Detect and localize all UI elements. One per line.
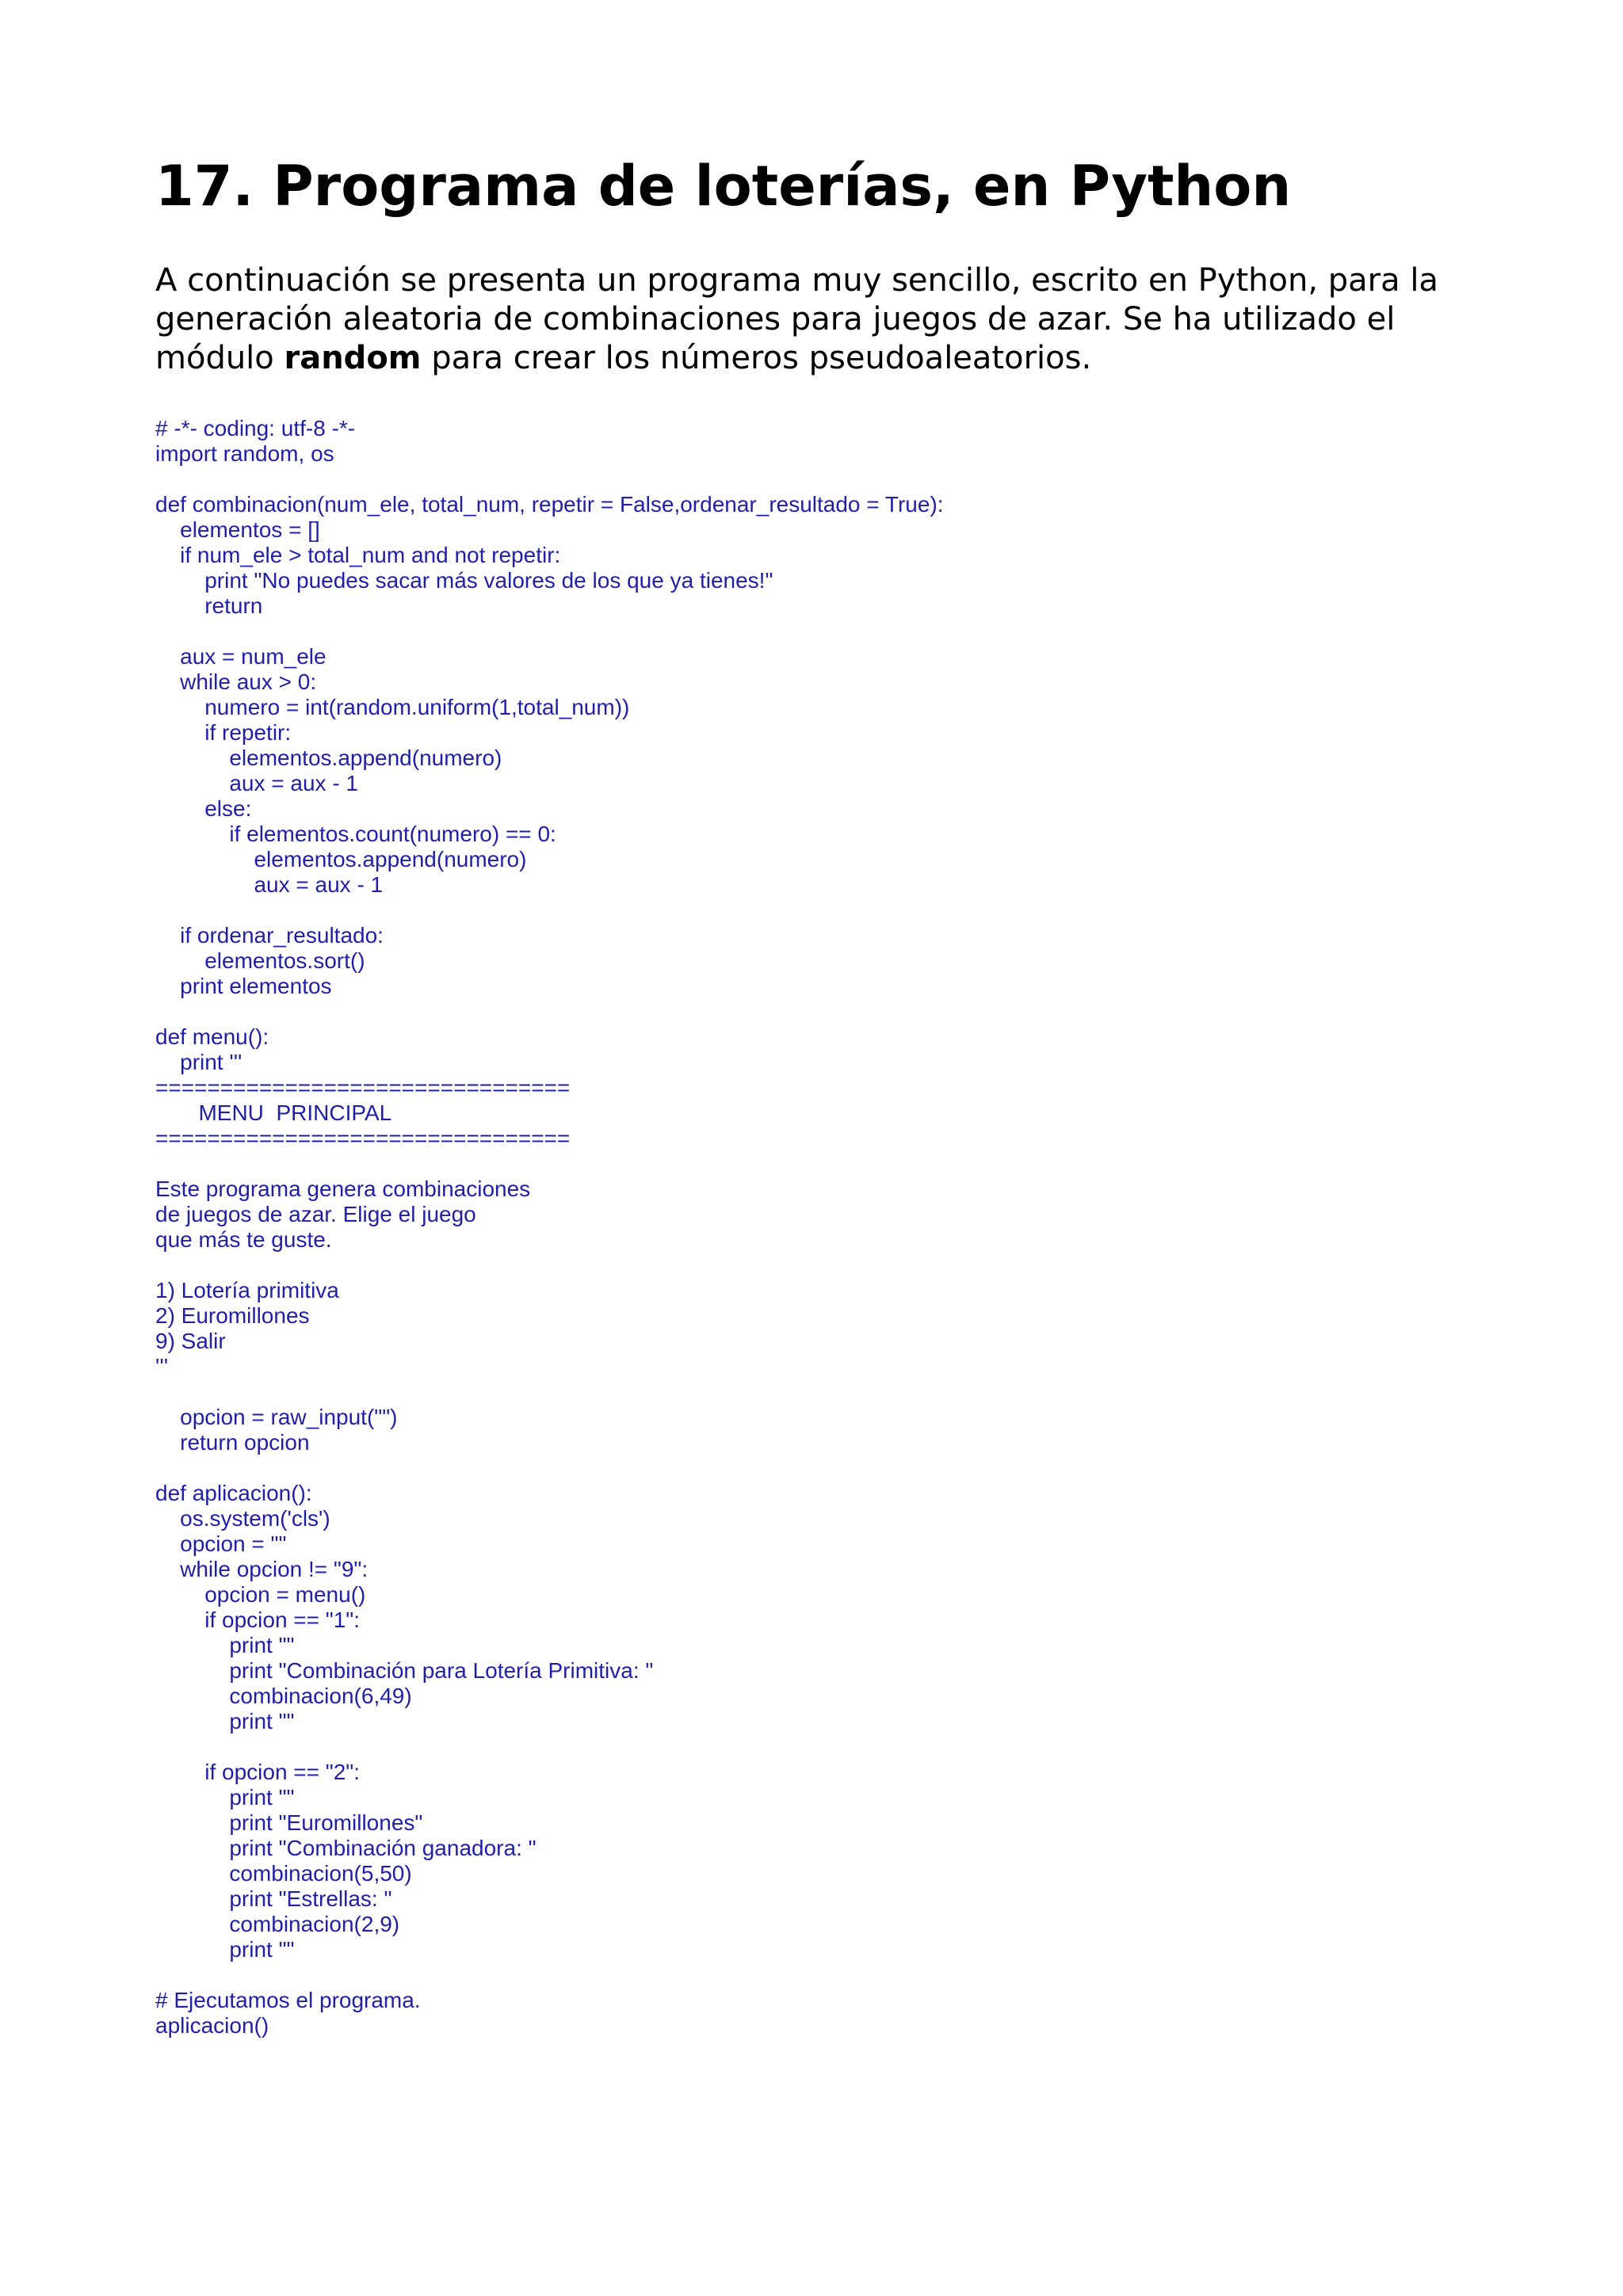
code-line <box>155 1253 1471 1278</box>
code-line: if ordenar_resultado: <box>155 923 384 948</box>
code-line: elementos.append(numero) <box>155 847 527 871</box>
code-line: def aplicacion(): <box>155 1481 312 1505</box>
code-line: print "" <box>155 1785 295 1810</box>
code-line: aux = aux - 1 <box>155 771 359 795</box>
code-line: 9) Salir <box>155 1329 226 1353</box>
intro-paragraph <box>155 261 1471 378</box>
page-content <box>155 151 1471 2039</box>
code-line: print "Estrellas: " <box>155 1886 392 1911</box>
code-line: 2) Euromillones <box>155 1303 310 1328</box>
code-line: ================================ <box>155 1126 571 1150</box>
code-line: ''' <box>155 1354 169 1379</box>
page-title: 17. Programa de loterías, en Python <box>155 154 1292 219</box>
code-line: else: <box>155 796 252 821</box>
code-line: if elementos.count(numero) == 0: <box>155 822 556 846</box>
code-line: print "" <box>155 1709 295 1733</box>
code-line: Este programa genera combinaciones <box>155 1177 531 1201</box>
code-line: elementos.append(numero) <box>155 746 502 770</box>
code-line: print ''' <box>155 1050 242 1074</box>
code-line: if repetir: <box>155 720 292 745</box>
code-line: if num_ele > total_num and not repetir: <box>155 543 561 567</box>
code-line: return opcion <box>155 1430 310 1455</box>
code-line <box>155 1151 1471 1177</box>
code-line: MENU PRINCIPAL <box>155 1100 392 1125</box>
code-line: ================================ <box>155 1075 571 1100</box>
code-line: opcion = "" <box>155 1531 287 1556</box>
code-line: print "Combinación para Lotería Primitiva: " <box>155 1658 654 1683</box>
code-line: aux = num_ele <box>155 644 327 669</box>
code-line: while opcion != "9": <box>155 1557 369 1581</box>
intro-text-start: A continuación se presenta un programa muy sencillo, escrito en Python, para la generación aleatoria de combinaciones para juegos de azar. Se ha utilizado el módulo <box>155 262 1438 376</box>
intro-text-end: para crear los números pseudoaleatorios. <box>421 340 1092 376</box>
code-line: def combinacion(num_ele, total_num, repetir = False,ordenar_resultado = True): <box>155 492 944 517</box>
code-line: # -*- coding: utf-8 -*- <box>155 416 356 441</box>
code-line: combinacion(2,9) <box>155 1912 400 1936</box>
code-line: aplicacion() <box>155 2013 269 2038</box>
code-line: print "Euromillones" <box>155 1810 423 1835</box>
code-line: # Ejecutamos el programa. <box>155 1988 421 2012</box>
code-line: elementos.sort() <box>155 948 365 973</box>
code-line: de juegos de azar. Elige el juego <box>155 1202 476 1226</box>
code-line <box>155 1455 1471 1481</box>
code-line: return <box>155 593 263 618</box>
code-line: while aux > 0: <box>155 669 317 694</box>
code-line <box>155 1962 1471 1988</box>
code-line <box>155 1379 1471 1405</box>
code-line: import random, os <box>155 441 334 466</box>
intro-bold-module-name: random <box>284 340 422 376</box>
code-line: if opcion == "1": <box>155 1608 361 1632</box>
code-listing <box>155 416 1471 2039</box>
code-line <box>155 999 1471 1024</box>
code-line: print "" <box>155 1937 295 1962</box>
code-line: def menu(): <box>155 1024 269 1049</box>
code-line: que más te guste. <box>155 1227 332 1252</box>
code-line <box>155 619 1471 644</box>
code-line: combinacion(6,49) <box>155 1684 412 1708</box>
code-line: elementos = [] <box>155 517 320 542</box>
code-line <box>155 467 1471 492</box>
code-line <box>155 898 1471 923</box>
code-line: aux = aux - 1 <box>155 872 384 897</box>
code-line: if opcion == "2": <box>155 1760 361 1784</box>
code-line: 1) Lotería primitiva <box>155 1278 339 1302</box>
code-line: numero = int(random.uniform(1,total_num)) <box>155 695 630 719</box>
code-line: os.system('cls') <box>155 1506 330 1531</box>
code-line: print elementos <box>155 974 332 998</box>
code-line: opcion = raw_input("") <box>155 1405 398 1429</box>
code-line <box>155 1734 1471 1760</box>
code-line: combinacion(5,50) <box>155 1861 412 1886</box>
code-line: print "Combinación ganadora: " <box>155 1836 537 1860</box>
code-line: opcion = menu() <box>155 1582 366 1607</box>
code-line: print "No puedes sacar más valores de los que ya tienes!" <box>155 568 773 593</box>
code-line: print "" <box>155 1633 295 1657</box>
